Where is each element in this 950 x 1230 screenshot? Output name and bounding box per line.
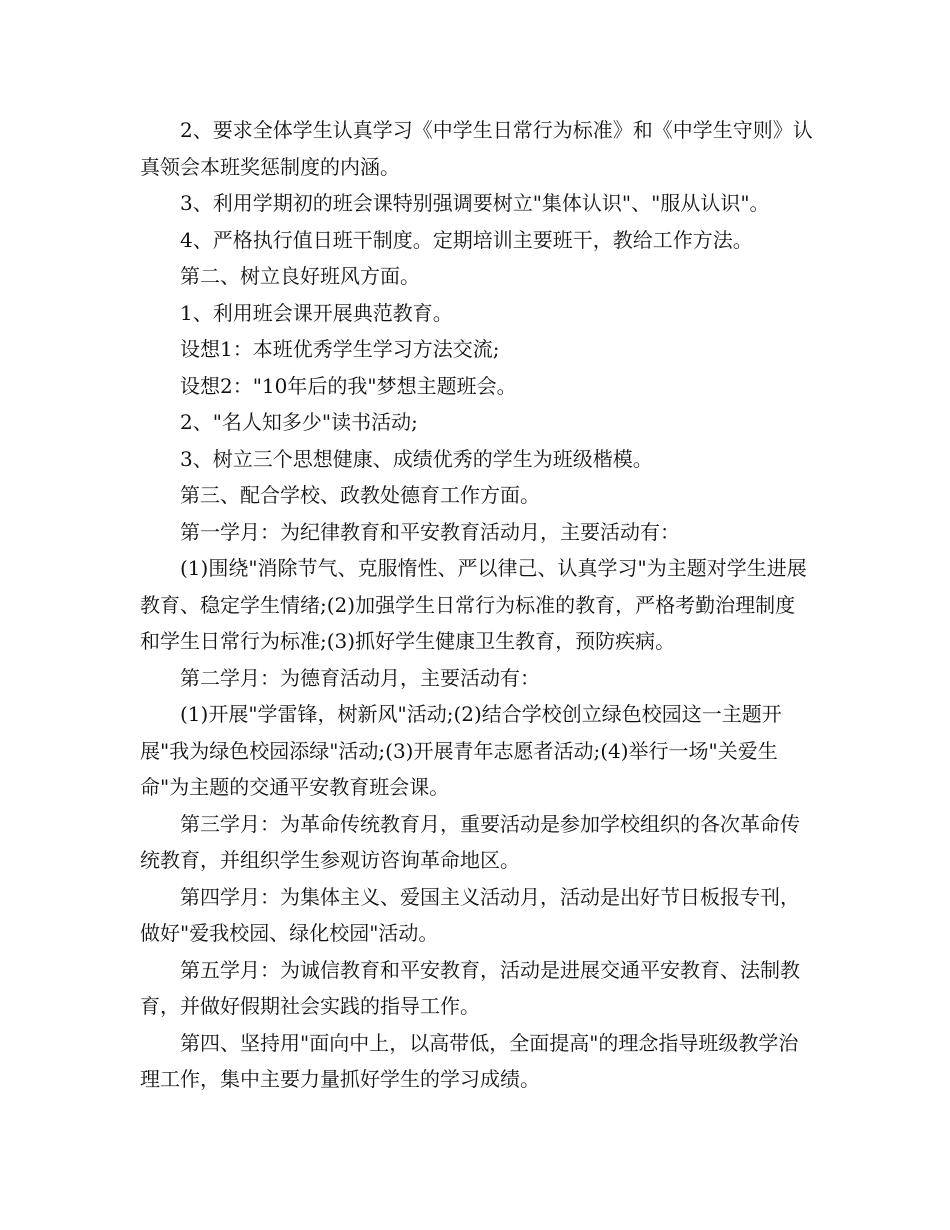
paragraph: 3、利用学期初的班会课特别强调要树立"集体认识"、"服从认识"。 (180, 191, 770, 215)
paragraph: 1、利用班会课开展典范教育。 (180, 300, 453, 325)
paragraph: 设想1：本班优秀学生学习方法交流; (180, 337, 500, 361)
paragraph: 第四学月：为集体主义、爱国主义活动月，活动是出好节日板报专刊，做好"爱我校园、绿化校园"活动。 (140, 884, 800, 945)
paragraph: 3、树立三个思想健康、成绩优秀的学生为班级楷模。 (180, 446, 653, 471)
paragraph: 第五学月：为诚信教育和平安教育，活动是进展交通平安教育、法制教育，并做好假期社会实践的指导工作。 (140, 957, 800, 1018)
paragraph: 设想2："10年后的我"梦想主题班会。 (180, 373, 517, 398)
paragraph: (1)开展"学雷锋，树新风"活动;(2)结合学校创立绿色校园这一主题开展"我为绿色校园添绿"活动;(3)开展青年志愿者活动;(4)举行一场"关爱生命"为主题的交通平安教育班会课。 (140, 702, 782, 799)
section-heading: 第二、树立良好班风方面。 (180, 264, 420, 288)
paragraph: 4、严格执行值日班干制度。定期培训主要班干，教给工作方法。 (180, 227, 753, 252)
section-heading: 第四、坚持用"面向中上，以高带低，全面提高"的理念指导班级教学治理工作，集中主要力量抓好学生的学习成绩。 (140, 1030, 799, 1091)
document-body (140, 112, 815, 1098)
paragraph: 2、要求全体学生认真学习《中学生日常行为标准》和《中学生守则》认真领会本班奖惩制度的内涵。 (140, 118, 813, 179)
paragraph: 2、"名人知多少"读书活动; (180, 410, 418, 434)
section-heading: 第三、配合学校、政教处德育工作方面。 (180, 483, 540, 507)
paragraph: (1)围绕"消除节气、克服惰性、严以律己、认真学习"为主题对学生进展教育、稳定学生情绪;(2)加强学生日常行为标准的教育，严格考勤治理制度和学生日常行为标准;(3)抓好学生健康卫生教育，预防疾病。 (140, 556, 807, 653)
paragraph: 第二学月：为德育活动月，主要活动有： (180, 665, 540, 690)
paragraph: 第三学月：为革命传统教育月，重要活动是参加学校组织的各次革命传统教育，并组织学生参观访咨询革命地区。 (140, 811, 800, 872)
paragraph: 第一学月：为纪律教育和平安教育活动月，主要活动有： (180, 519, 680, 544)
